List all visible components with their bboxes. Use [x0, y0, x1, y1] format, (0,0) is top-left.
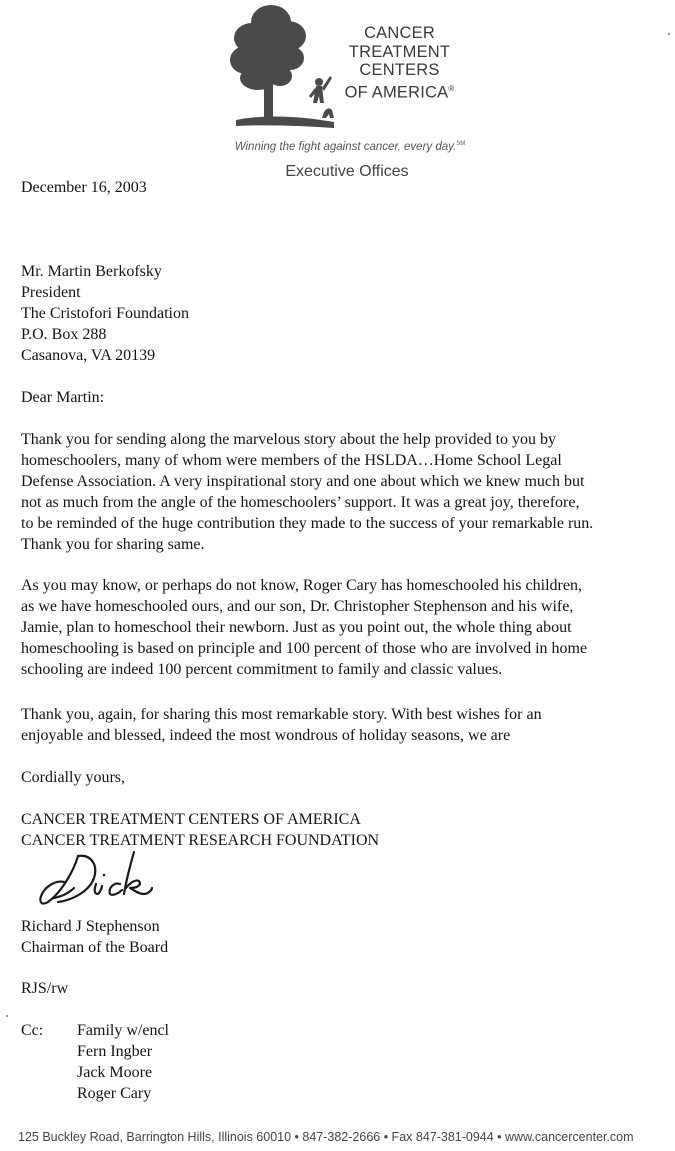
signing-organizations — [21, 809, 379, 851]
tree-child-dog-logo-icon — [226, 0, 334, 132]
signing-organization-2: CANCER TREATMENT RESEARCH FOUNDATION — [21, 832, 380, 849]
scan-speck — [6, 1015, 8, 1017]
department-label: Executive Offices — [285, 163, 409, 180]
cc-list — [77, 1020, 169, 1104]
org-name-line-3: CENTERS — [359, 61, 440, 79]
paragraph-line: Thank you, again, for sharing this most remarkable story. With best wishes for an — [21, 706, 542, 723]
recipient-po-box: P.O. Box 288 — [21, 326, 107, 343]
recipient-name: Mr. Martin Berkofsky — [21, 263, 162, 280]
org-name-line-4 — [332, 80, 467, 102]
paragraph-line: homeschoolers, many of whom were members of the HSLDA…Home School Legal — [21, 452, 562, 469]
cc-list-item: Jack Moore — [77, 1064, 153, 1081]
service-mark: SM — [456, 141, 466, 148]
closing: Cordially yours, — [21, 769, 125, 786]
paragraph-line: as we have homeschooled ours, and our son, Dr. Christopher Stephenson and his wife, — [21, 598, 574, 615]
body-paragraph-2 — [21, 575, 675, 680]
tagline-text: Winning the fight against cancer, every day. — [234, 141, 457, 153]
paragraph-line: As you may know, or perhaps do not know, Roger Cary has homeschooled his children, — [21, 577, 582, 594]
letter-date: December 16, 2003 — [21, 179, 147, 196]
recipient-organization: The Cristofori Foundation — [21, 305, 189, 322]
cc-list-item: Fern Ingber — [77, 1043, 153, 1060]
paragraph-line: homeschooling is based on principle and 100 percent of those who are involved in home — [21, 640, 588, 657]
signing-organization-1: CANCER TREATMENT CENTERS OF AMERICA — [21, 811, 361, 828]
signer-name: Richard J Stephenson — [21, 918, 160, 935]
footer-address: 125 Buckley Road, Barrington Hills, Illinois 60010 • 847-382-2666 • Fax 847-381-0944 • www.cancercenter.com — [18, 1130, 634, 1144]
cc-list-item: Family w/encl — [77, 1022, 169, 1039]
org-name-line-1: CANCER — [364, 24, 435, 42]
signer-block — [21, 916, 168, 958]
recipient-block — [21, 261, 189, 366]
paragraph-line: Jamie, plan to homeschool their newborn. Just as you point out, the whole thing about — [21, 619, 572, 636]
signer-title: Chairman of the Board — [21, 939, 169, 956]
paragraph-line: schooling are indeed 100 percent commitment to family and classic values. — [21, 661, 503, 678]
registered-mark: ® — [448, 83, 455, 93]
paragraph-line: to be reminded of the huge contribution they made to the success of your remarkable run. — [21, 515, 594, 532]
paragraph-line: Thank you for sharing same. — [21, 536, 205, 553]
paragraph-line: Defense Association. A very inspirational story and one about which we knew much but — [21, 473, 585, 490]
body-paragraph-3 — [21, 704, 675, 746]
paragraph-line: enjoyable and blessed, indeed the most wondrous of holiday seasons, we are — [21, 727, 511, 744]
cc-list-item: Roger Cary — [77, 1085, 152, 1102]
org-name-line-2: TREATMENT — [348, 42, 451, 61]
organization-name — [332, 24, 467, 102]
org-name-line-4-text: OF AMERICA — [344, 83, 449, 101]
scan-speck — [668, 33, 670, 35]
handwritten-signature — [34, 848, 164, 916]
paragraph-line: not as much from the angle of the homeschoolers’ support. It was a great joy, therefore, — [21, 494, 580, 511]
tagline — [200, 141, 500, 153]
recipient-title: President — [21, 284, 81, 301]
typist-initials: RJS/rw — [21, 980, 69, 997]
recipient-city-state: Casanova, VA 20139 — [21, 347, 156, 364]
cc-label: Cc: — [21, 1022, 44, 1039]
paragraph-line: Thank you for sending along the marvelous story about the help provided to you by — [21, 431, 557, 448]
body-paragraph-1 — [21, 429, 675, 555]
salutation: Dear Martin: — [21, 389, 105, 406]
